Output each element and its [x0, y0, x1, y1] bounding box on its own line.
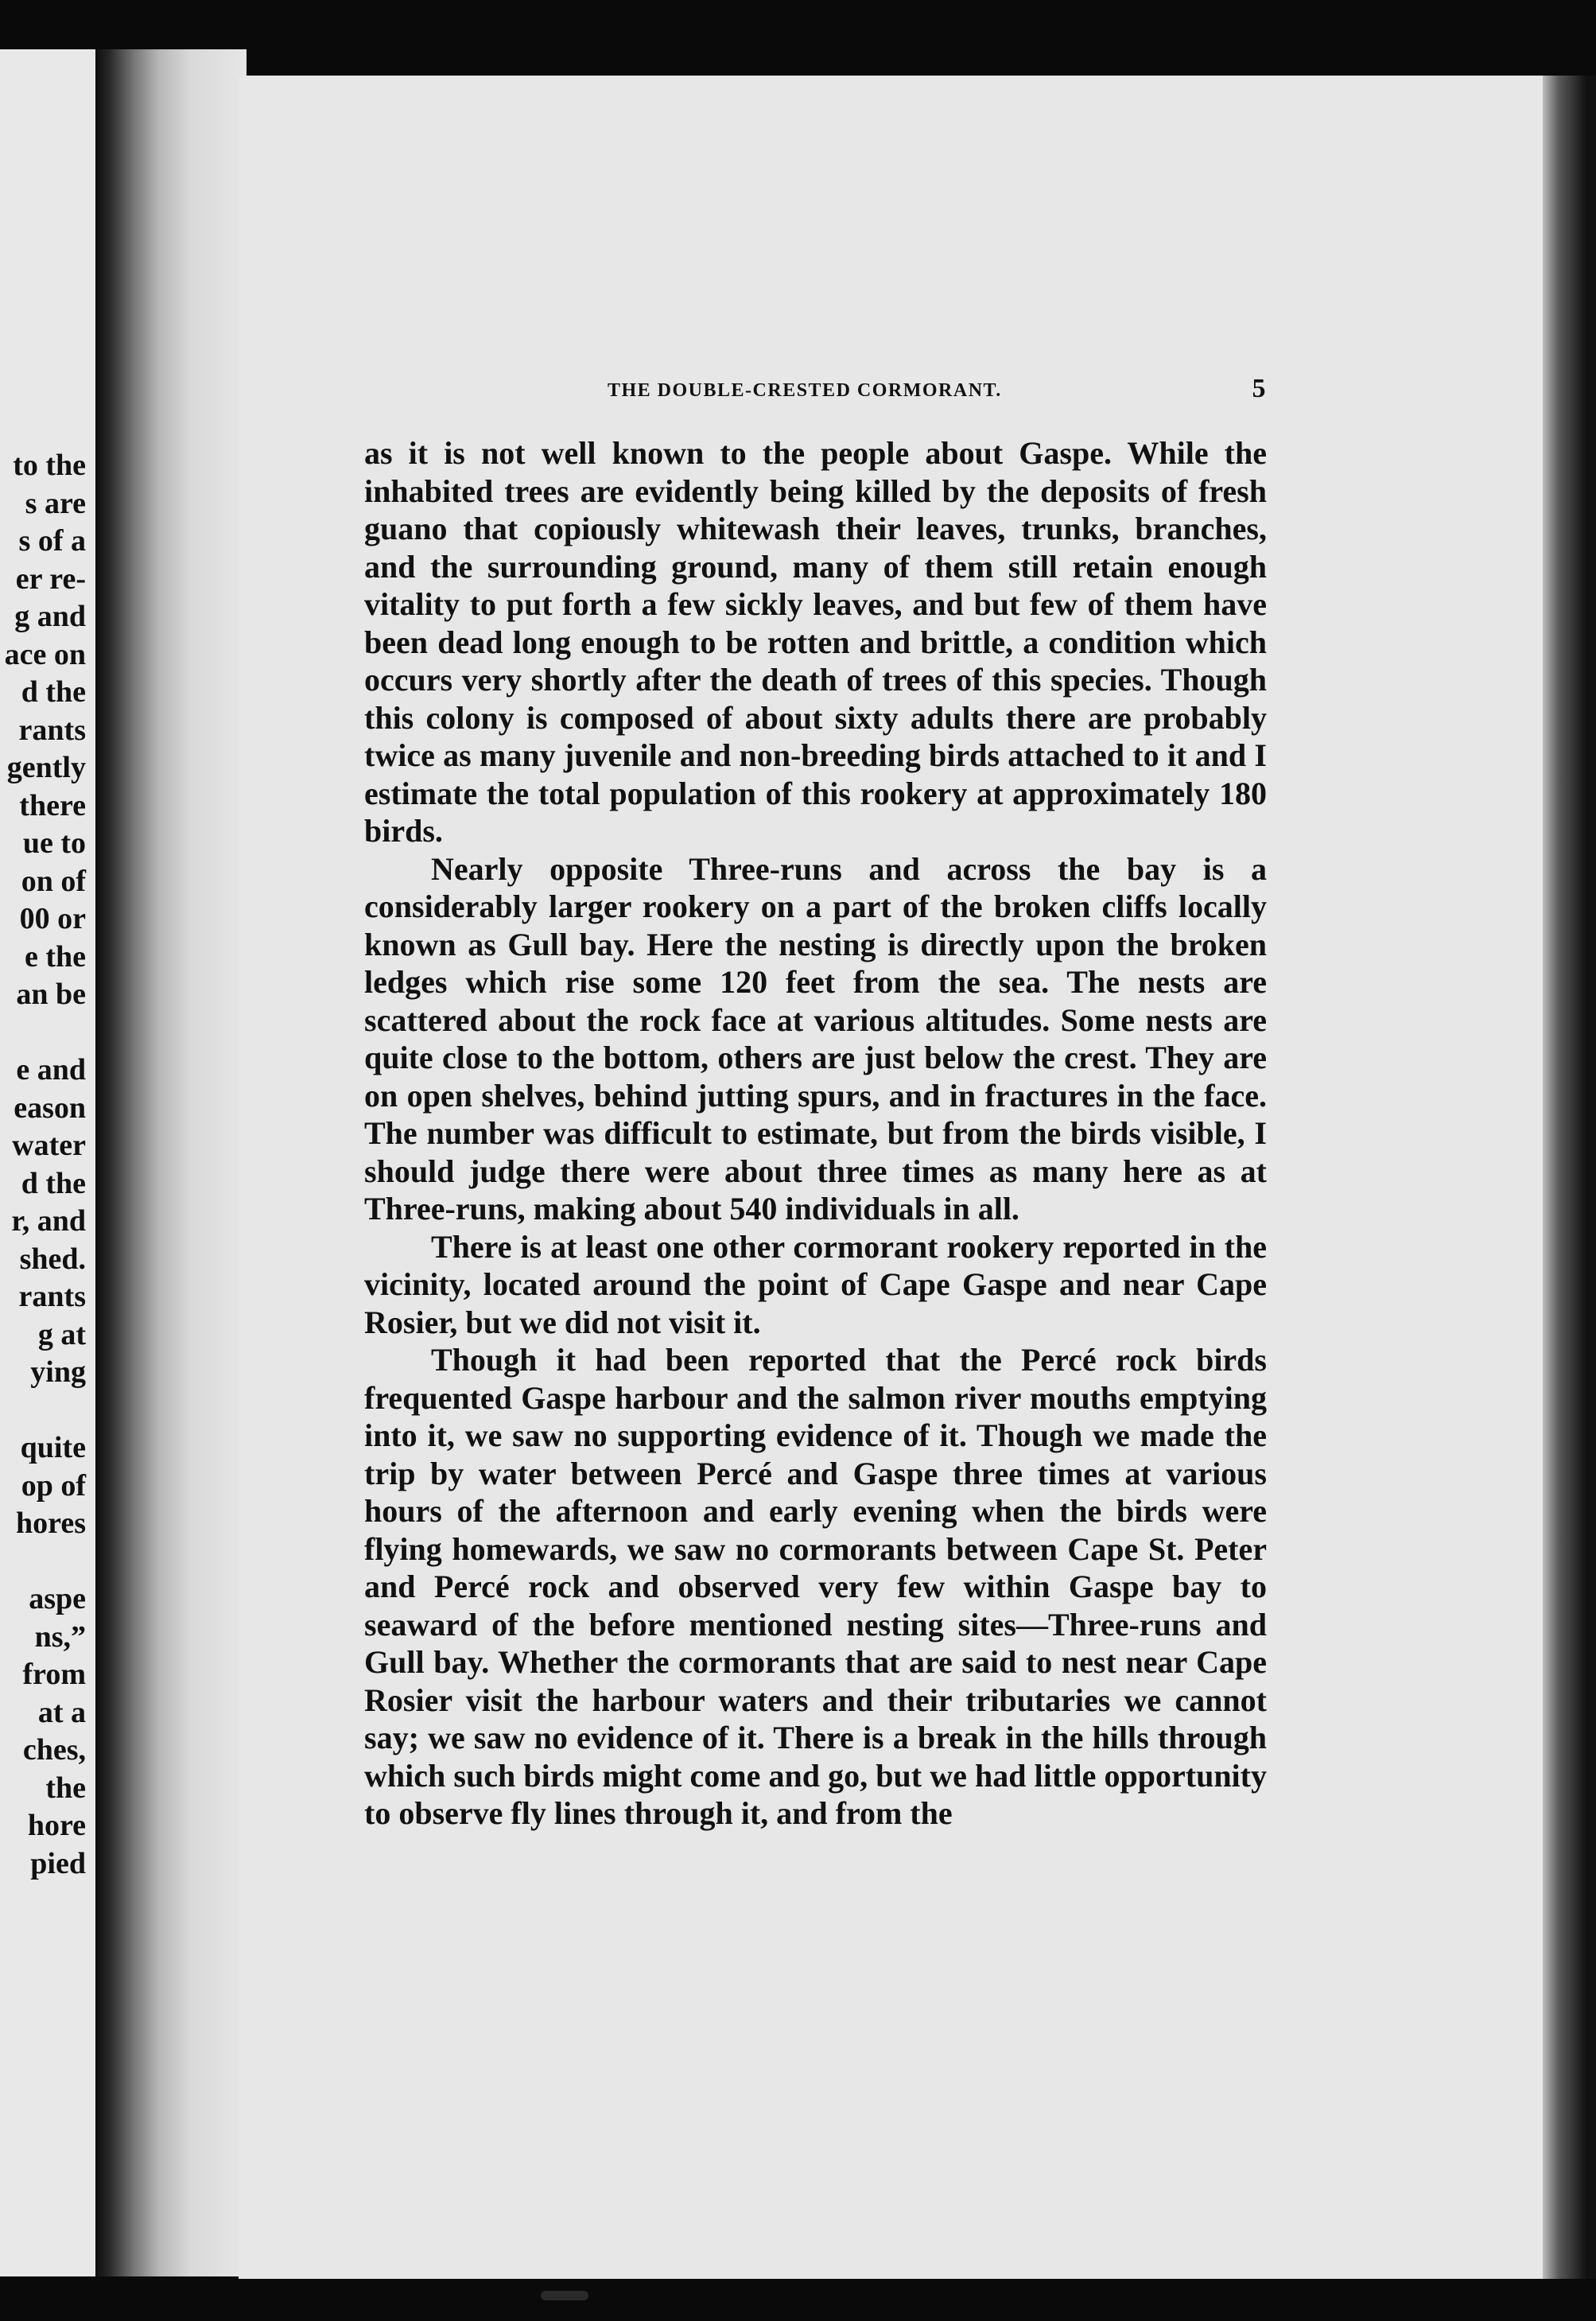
left-page-line: op of — [21, 1468, 86, 1503]
running-header-title: THE DOUBLE-CRESTED CORMORANT. — [608, 380, 1002, 401]
left-page-line: hore — [27, 1809, 86, 1842]
left-page-line: hores — [16, 1507, 86, 1540]
left-page-line: quite — [20, 1431, 86, 1464]
left-page-line: ace on — [4, 637, 86, 671]
left-page-line: at a — [37, 1695, 86, 1729]
left-page-line: shed. — [19, 1242, 86, 1276]
left-page-line — [0, 1014, 86, 1052]
left-page-line: the — [45, 1771, 86, 1805]
left-page-line: ying — [30, 1355, 86, 1389]
left-page-line: d the — [21, 1166, 86, 1200]
left-page-line: eason — [14, 1091, 86, 1125]
left-page-line — [0, 1543, 86, 1581]
page-number: 5 — [1252, 374, 1267, 403]
left-page-line: rants — [18, 1280, 86, 1313]
left-page-line: e and — [16, 1053, 86, 1087]
left-page-line: an be — [16, 978, 86, 1011]
left-page-line: from — [22, 1658, 86, 1691]
paragraph-2: Nearly opposite Three-runs and across the bay is a considerably larger rookery on a part of the broken cliffs locally known as Gull bay. Here the nesting is directly upon the broken ledges which rise some 120 feet from the sea. The nests are scattered about the rock face at various altitudes. Some nests are quite close to the bottom, others are just below the crest. They are on open shelves, behind jutting spurs, and in fractures in the face. The number was difficult to estimate, but from the birds visible, I should judge there were about three times as many here as at Three-runs, making about 540 individuals in all. — [364, 850, 1267, 1227]
paragraph-3: There is at least one other cormorant rookery reported in the vicinity, located around the point of Cape Gaspe and near Cape Rosier, but we did not visit it. — [364, 1228, 1267, 1340]
left-page-line: gently — [6, 751, 86, 784]
scan-artifact — [541, 2291, 588, 2300]
left-page-text-fragments — [0, 447, 86, 1883]
left-page-line: pied — [30, 1846, 86, 1880]
left-page-line: er re- — [15, 562, 86, 596]
left-page-line: g at — [37, 1317, 86, 1351]
left-page-line: ches, — [22, 1733, 86, 1767]
page-edge-shadow — [1543, 76, 1596, 2279]
left-page-line: d the — [21, 675, 86, 709]
left-page-line: s of a — [18, 524, 86, 558]
left-page-line: e the — [24, 939, 86, 974]
paragraph-1: as it is not well known to the people about Gaspe. While the inhabited trees are evidently being killed by the deposits of fresh guano that copiously whitewash their leaves, trunks, branches, and the surrounding ground, many of them still retain enough vitality to put forth a few sickly leaves, and but few of them have been dead long enough to be rotten and brittle, a condition which occurs very shortly after the death of trees of this species. Though this colony is composed of about sixty adults there are probably twice as many juvenile and non-breeding birds attached to it and I estimate the total population of this rookery at approximately 180 birds. — [364, 435, 1267, 849]
left-page-line: 00 or — [19, 902, 86, 935]
book-gutter — [95, 49, 247, 2276]
paragraph-4: Though it had been reported that the Percé rock birds frequented Gaspe harbour and the salmon river mouths emptying into it, we saw no supporting evidence of it. Though we made the trip by water between Percé and Gaspe three times at various hours of the afternoon and early evening when the birds were flying homewards, we saw no cormorants between Cape St. Peter and Percé rock and observed very few within Gaspe bay to seaward of the before mentioned nesting sites—Three-runs and Gull bay. Whether the cormorants that are said to nest near Cape Rosier visit the harbour waters and their tributaries we cannot say; we saw no evidence of it. There is a break in the hills through which such birds might come and go, but we had little opportunity to observe fly lines through it, and from the — [364, 1342, 1267, 1831]
left-page-line: aspe — [29, 1582, 86, 1615]
left-page-line: rants — [18, 713, 86, 747]
left-page-line: to the — [13, 449, 86, 482]
left-page-line — [0, 1392, 86, 1430]
left-page-line: g and — [14, 600, 86, 633]
left-page-line: there — [19, 788, 86, 822]
left-page-line: water — [12, 1129, 86, 1162]
left-page-line: ns,” — [34, 1619, 86, 1654]
left-page-line: ue to — [22, 826, 86, 860]
left-page-line: s are — [25, 486, 86, 520]
left-page — [0, 49, 95, 2276]
left-page-line: r, and — [11, 1204, 86, 1238]
page-body — [364, 434, 1267, 1833]
running-header — [364, 374, 1267, 412]
left-page-line: on of — [21, 864, 86, 898]
